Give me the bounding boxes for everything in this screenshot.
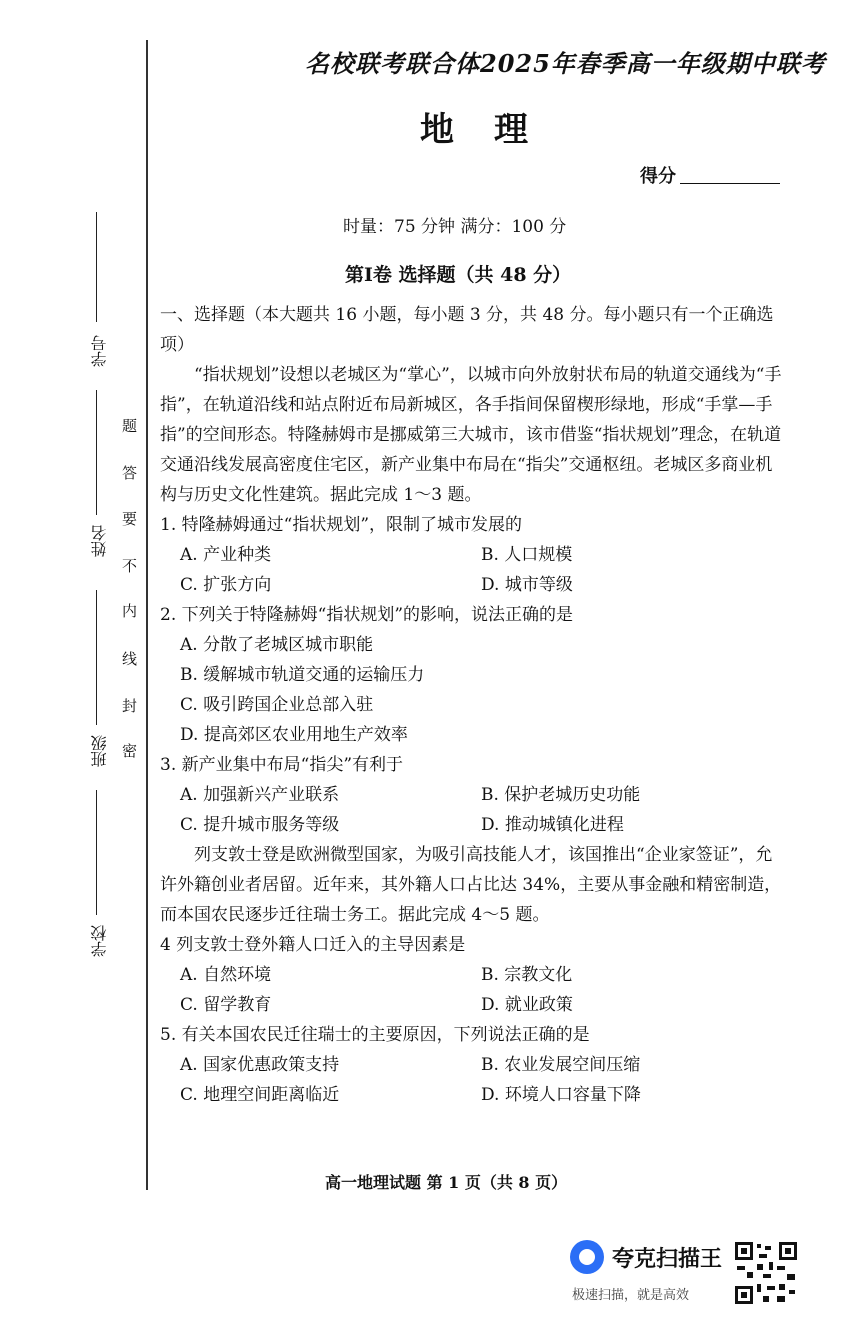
question-3-options <box>160 780 782 840</box>
option: C. 吸引跨国企业总部入驻 <box>180 695 374 715</box>
name-blank <box>96 390 97 515</box>
question-5-stem: 5. 有关本国农民迁往瑞士的主要原因，下列说法正确的是 <box>160 1025 590 1045</box>
scanner-slogan: 极速扫描，就是高效 <box>572 1288 690 1303</box>
score-label: 得分 <box>640 166 676 187</box>
section-title: 第Ⅰ卷 选择题（共 48 分） <box>345 264 572 286</box>
option: D. 就业政策 <box>481 995 573 1015</box>
question-2-options <box>160 630 782 750</box>
question-1-options <box>160 540 782 600</box>
option: C. 提升城市服务等级 <box>180 815 340 835</box>
option: A. 产业种类 <box>180 545 272 565</box>
option: A. 自然环境 <box>180 965 272 985</box>
question-content <box>160 300 782 1110</box>
question-4-stem: 4 列支敦士登外籍人口迁入的主导因素是 <box>160 935 466 955</box>
option: B. 人口规模 <box>481 545 573 565</box>
option: D. 环境人口容量下降 <box>481 1085 641 1105</box>
option: A. 加强新兴产业联系 <box>180 785 340 805</box>
option: D. 城市等级 <box>481 575 573 595</box>
seal-char: 密 <box>122 742 138 760</box>
option: C. 地理空间距离临近 <box>180 1085 340 1105</box>
question-1-stem: 1. 特隆赫姆通过“指状规划”，限制了城市发展的 <box>160 515 523 535</box>
student-no-blank <box>96 212 97 322</box>
page-footer: 高一地理试题 第 1 页（共 8 页） <box>325 1173 568 1192</box>
seal-char: 答 <box>122 464 138 482</box>
instructions: 一、选择题（本大题共 16 小题，每小题 3 分，共 48 分。每小题只有一个正确选项） <box>160 305 774 355</box>
option: B. 农业发展空间压缩 <box>481 1055 641 1075</box>
seal-char: 封 <box>122 697 138 715</box>
school-blank <box>96 790 97 915</box>
question-2-stem: 2. 下列关于特隆赫姆“指状规划”的影响，说法正确的是 <box>160 605 574 625</box>
option: D. 提高郊区农业用地生产效率 <box>180 725 408 745</box>
scanner-logo-icon <box>570 1240 604 1274</box>
option: D. 推动城镇化进程 <box>481 815 624 835</box>
option: A. 国家优惠政策支持 <box>180 1055 340 1075</box>
score-blank <box>680 183 780 184</box>
qr-code-icon <box>733 1240 799 1306</box>
time-info: 时量：75 分钟 满分：100 分 <box>343 217 567 237</box>
scanner-brand-name: 夸克扫描王 <box>612 1247 723 1272</box>
name-label: 姓名 <box>90 525 109 557</box>
passage-1: “指状规划”设想以老城区为“掌心”，以城市向外放射状布局的轨道交通线为“手指”，在轨道沿线和站点附近布局新城区，各手指间保留楔形绿地，形成“手掌—手指”的空间形态。特隆赫姆市是挪威第三大城市，该市借鉴“指状规划”理念，在轨道交通沿线发展高密度住宅区，新产业集中布局在“指尖”交通枢纽。老城区多商业机构与历史文化性建筑。据此完成 1～3 题。 <box>160 365 782 505</box>
question-5-options <box>160 1050 782 1110</box>
student-no-label: 学号 <box>90 335 109 367</box>
question-3-stem: 3. 新产业集中布局“指尖”有利于 <box>160 755 404 775</box>
seal-char: 不 <box>122 557 138 575</box>
seal-char: 题 <box>122 417 138 435</box>
option: A. 分散了老城区城市职能 <box>180 635 374 655</box>
option: B. 缓解城市轨道交通的运输压力 <box>180 665 425 685</box>
seal-char: 线 <box>122 650 138 668</box>
option: C. 扩张方向 <box>180 575 272 595</box>
passage-2: 列支敦士登是欧洲微型国家，为吸引高技能人才，该国推出“企业家签证”，允许外籍创业者居留。近年来，其外籍人口占比达 34%，主要从事金融和精密制造，而本国农民逐步迁往瑞士务工。据此完成 4～5 题。 <box>160 845 782 925</box>
exam-title: 名校联考联合体2025年春季高一年级期中联考 <box>305 49 826 78</box>
seal-char: 内 <box>122 602 138 620</box>
class-label: 班级 <box>90 735 109 767</box>
option: B. 宗教文化 <box>481 965 573 985</box>
school-label: 学校 <box>90 925 109 957</box>
binding-line <box>146 40 148 1190</box>
option: B. 保护老城历史功能 <box>481 785 641 805</box>
question-4-options <box>160 960 782 1020</box>
seal-char: 要 <box>122 510 138 528</box>
option: C. 留学教育 <box>180 995 272 1015</box>
class-blank <box>96 590 97 725</box>
subject-title: 地理 <box>420 110 568 150</box>
